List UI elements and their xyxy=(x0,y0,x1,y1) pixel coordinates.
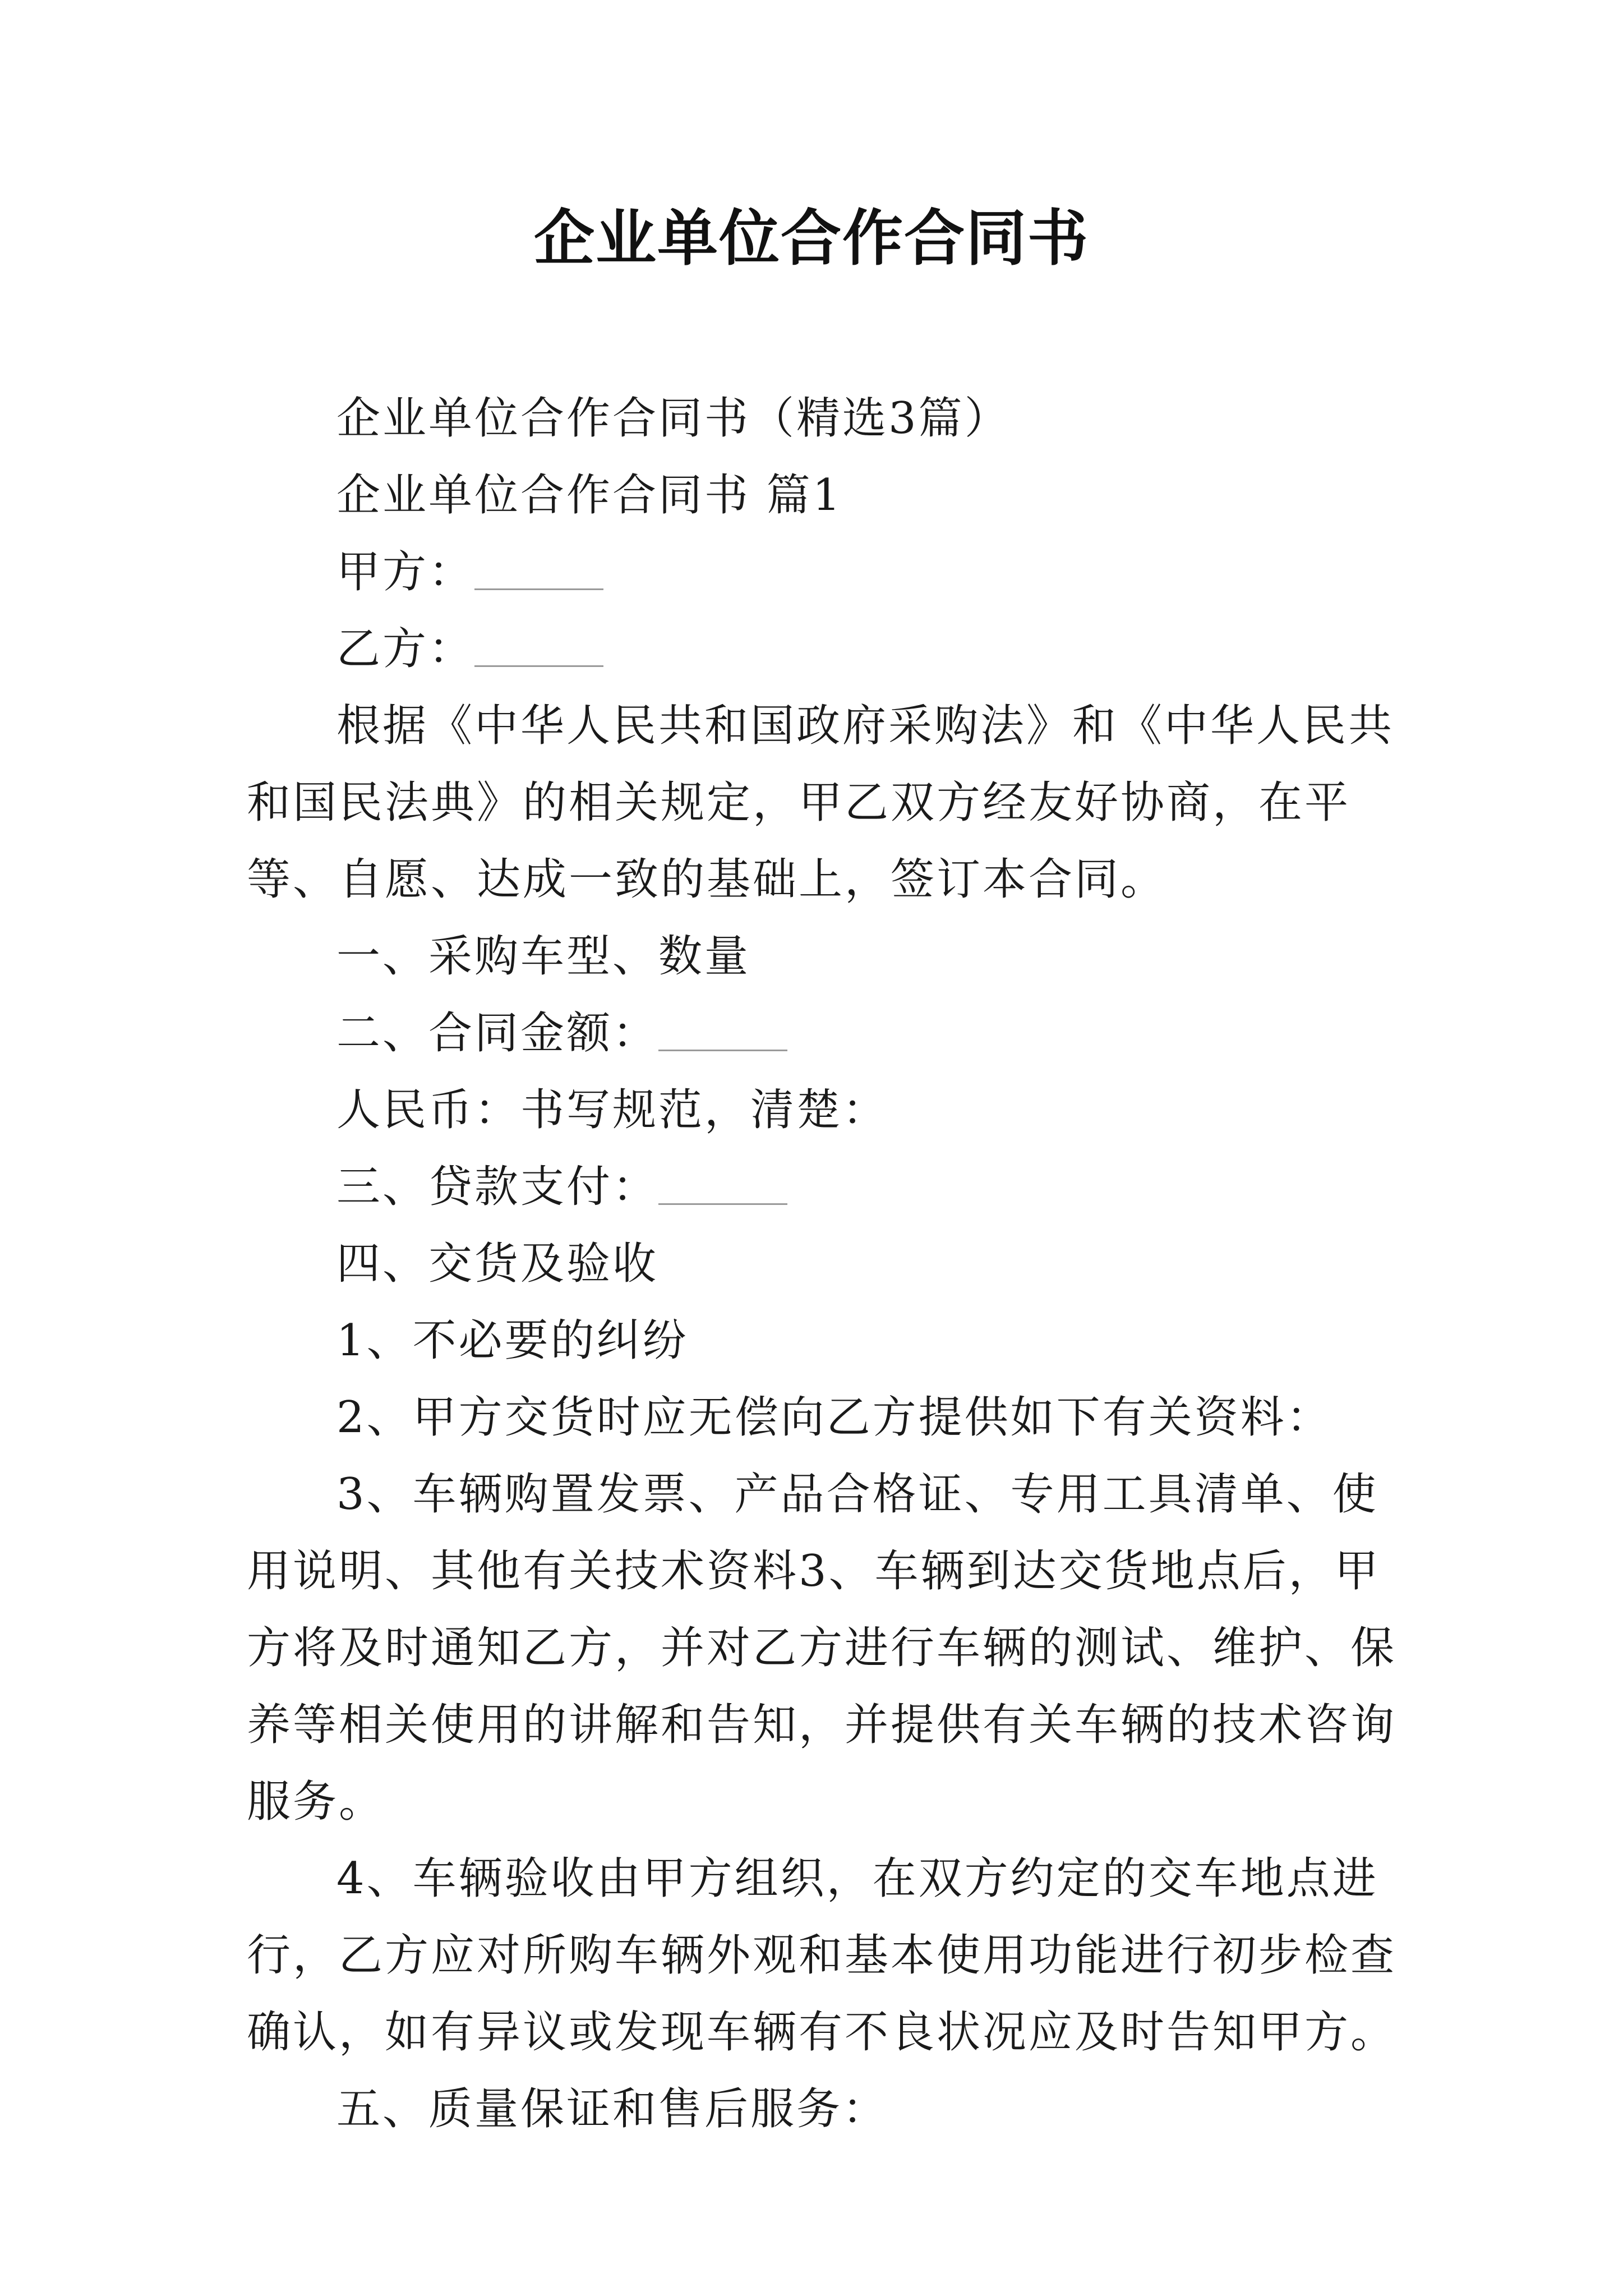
section-vehicle-model: 一、采购车型、数量 xyxy=(336,931,751,982)
party-a-label: 甲方： xyxy=(336,547,475,597)
section-contract-amount xyxy=(247,995,1413,1072)
section-quality: 五、质量保证和售后服务： xyxy=(336,2084,889,2134)
clause-3: 3、车辆购置发票、产品合格证、专用工具清单、使用说明、其他有关技术资料3、车辆到达交货地点后，甲方将及时通知乙方，并对乙方进行车辆的测试、维护、保养等相关使用的讲解和告知，并提供有关车辆的技术咨询服务。 xyxy=(247,1469,1397,1827)
rmb-line: 人民币：书写规范，清楚： xyxy=(336,1085,889,1135)
contract-amount-label: 二、合同金额： xyxy=(336,1008,659,1059)
clause-1: 1、不必要的纠纷 xyxy=(336,1315,689,1366)
party-b-blank xyxy=(474,620,603,667)
document-title: 企业单位合作合同书 xyxy=(533,203,1089,274)
clause-4: 4、车辆验收由甲方组织，在双方约定的交车地点进行，乙方应对所购车辆外观和基本使用功能进行初步检查确认，如有异议或发现车辆有不良状况应及时告知甲方。 xyxy=(247,1853,1397,2058)
preamble-paragraph: 根据《中华人民共和国政府采购法》和《中华人民共和国民法典》的相关规定，甲乙双方经友好协商，在平等、自愿、达成一致的基础上，签订本合同。 xyxy=(247,701,1395,905)
party-a-line xyxy=(247,534,1413,611)
party-b-line xyxy=(247,611,1413,688)
contract-amount-blank xyxy=(658,1005,787,1051)
clause-2: 2、甲方交货时应无偿向乙方提供如下有关资料： xyxy=(336,1392,1332,1443)
section-payment xyxy=(247,1149,1413,1226)
party-b-label: 乙方： xyxy=(336,624,475,674)
payment-label: 三、贷款支付： xyxy=(336,1162,659,1212)
collection-heading: 企业单位合作合同书（精选3篇） xyxy=(336,393,1011,444)
payment-blank xyxy=(658,1158,787,1205)
article-heading: 企业单位合作合同书 篇1 xyxy=(336,470,843,521)
section-delivery: 四、交货及验收 xyxy=(336,1239,659,1289)
document-body xyxy=(247,380,1413,2148)
party-a-blank xyxy=(474,544,603,590)
